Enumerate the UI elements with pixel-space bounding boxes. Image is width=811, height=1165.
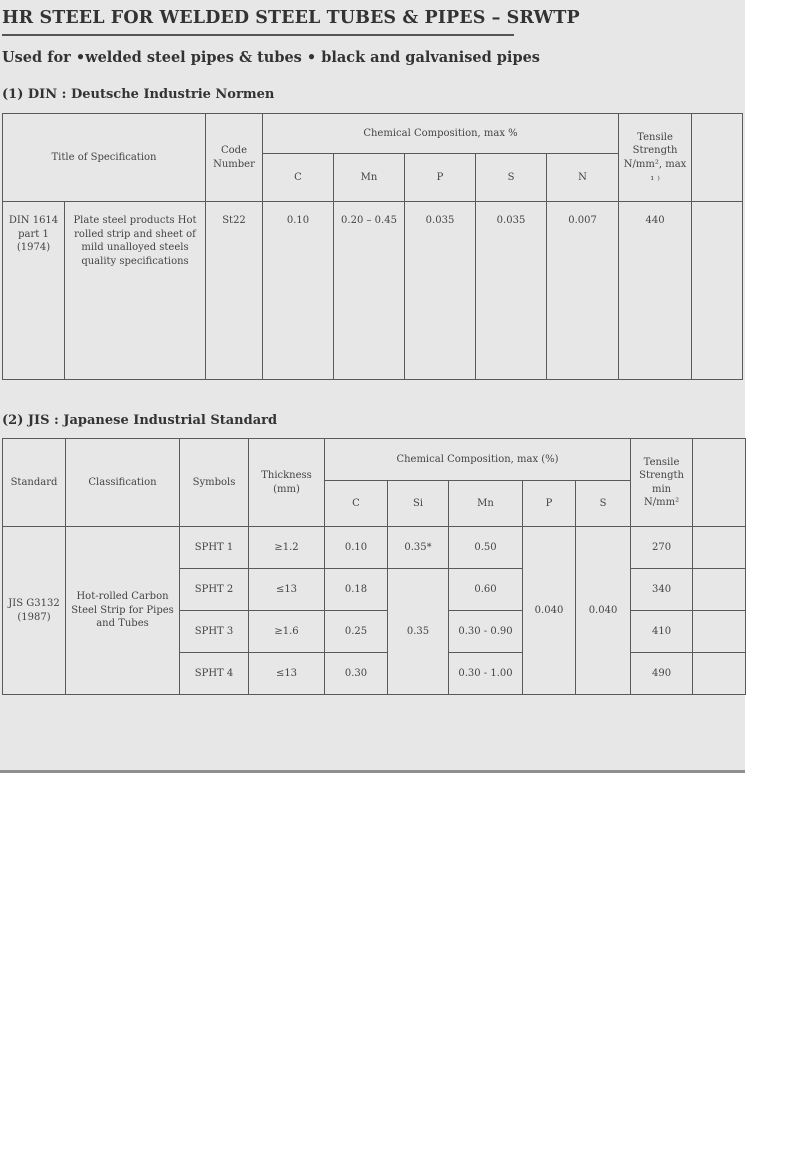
jis-cell-si: 0.35* xyxy=(388,527,449,569)
din-cell-tensile: 440 xyxy=(619,202,692,380)
jis-cell-c: 0.30 xyxy=(325,653,388,695)
din-header-p: P xyxy=(405,154,476,202)
jis-header-symbols: Symbols xyxy=(180,439,249,527)
jis-header-p: P xyxy=(523,481,576,527)
title-underline xyxy=(2,34,514,36)
jis-cell-tensile: 490 xyxy=(631,653,693,695)
jis-cell-p: 0.040 xyxy=(523,527,576,695)
jis-header-classification: Classification xyxy=(66,439,180,527)
din-cell-c: 0.10 xyxy=(263,202,334,380)
jis-cell-symbol: SPHT 1 xyxy=(180,527,249,569)
jis-header-chem-comp: Chemical Composition, max (%) xyxy=(325,439,631,481)
jis-cell-mn: 0.30 - 1.00 xyxy=(449,653,523,695)
jis-cell-c: 0.25 xyxy=(325,611,388,653)
din-section-heading: (1) DIN : Deutsche Industrie Normen xyxy=(2,87,275,102)
din-header-mn: Mn xyxy=(334,154,405,202)
din-header-s: S xyxy=(476,154,547,202)
jis-header-thickness: Thickness (mm) xyxy=(249,439,325,527)
jis-cell-standard: JIS G3132 (1987) xyxy=(3,527,66,695)
jis-cell-s: 0.040 xyxy=(576,527,631,695)
jis-cell-blank xyxy=(693,611,746,653)
page-subtitle: Used for •welded steel pipes & tubes • black and galvanised pipes xyxy=(2,49,540,66)
page-title: HR STEEL FOR WELDED STEEL TUBES & PIPES – SRWTP xyxy=(2,8,580,28)
din-header-blank xyxy=(692,114,743,202)
jis-cell-mn: 0.30 - 0.90 xyxy=(449,611,523,653)
din-cell-s: 0.035 xyxy=(476,202,547,380)
jis-cell-c: 0.18 xyxy=(325,569,388,611)
din-header-chem-comp: Chemical Composition, max % xyxy=(263,114,619,154)
jis-cell-symbol: SPHT 4 xyxy=(180,653,249,695)
jis-cell-thickness: ≤13 xyxy=(249,569,325,611)
din-header-c: C xyxy=(263,154,334,202)
din-header-n: N xyxy=(547,154,619,202)
jis-table xyxy=(2,438,745,695)
jis-header-s: S xyxy=(576,481,631,527)
jis-header-standard: Standard xyxy=(3,439,66,527)
din-table xyxy=(2,113,742,380)
jis-cell-blank xyxy=(693,653,746,695)
din-cell-description: Plate steel products Hot rolled strip and sheet of mild unalloyed steels quality specifications xyxy=(65,202,206,380)
jis-header-tensile: Tensile Strength min N/mm² xyxy=(631,439,693,527)
din-header-title-of-spec: Title of Specification xyxy=(3,114,206,202)
jis-cell-tensile: 270 xyxy=(631,527,693,569)
din-cell-spec: DIN 1614 part 1 (1974) xyxy=(3,202,65,380)
din-header-code-number: Code Number xyxy=(206,114,263,202)
jis-cell-mn: 0.50 xyxy=(449,527,523,569)
jis-header-c: C xyxy=(325,481,388,527)
jis-cell-si: 0.35 xyxy=(388,569,449,695)
jis-header-blank xyxy=(693,439,746,527)
din-cell-mn: 0.20 – 0.45 xyxy=(334,202,405,380)
jis-cell-blank xyxy=(693,527,746,569)
din-cell-n: 0.007 xyxy=(547,202,619,380)
jis-header-mn: Mn xyxy=(449,481,523,527)
din-cell-code: St22 xyxy=(206,202,263,380)
jis-cell-thickness: ≥1.6 xyxy=(249,611,325,653)
jis-cell-thickness: ≤13 xyxy=(249,653,325,695)
jis-header-si: Si xyxy=(388,481,449,527)
din-header-tensile: Tensile Strength N/mm², max ₁ ₎ xyxy=(619,114,692,202)
jis-cell-symbol: SPHT 2 xyxy=(180,569,249,611)
jis-cell-tensile: 410 xyxy=(631,611,693,653)
jis-cell-classification: Hot-rolled Carbon Steel Strip for Pipes and Tubes xyxy=(66,527,180,695)
jis-section-heading: (2) JIS : Japanese Industrial Standard xyxy=(2,413,278,428)
jis-cell-blank xyxy=(693,569,746,611)
din-cell-p: 0.035 xyxy=(405,202,476,380)
din-cell-blank xyxy=(692,202,743,380)
jis-cell-symbol: SPHT 3 xyxy=(180,611,249,653)
jis-cell-tensile: 340 xyxy=(631,569,693,611)
table-row xyxy=(3,527,746,569)
jis-cell-thickness: ≥1.2 xyxy=(249,527,325,569)
jis-cell-mn: 0.60 xyxy=(449,569,523,611)
jis-cell-c: 0.10 xyxy=(325,527,388,569)
